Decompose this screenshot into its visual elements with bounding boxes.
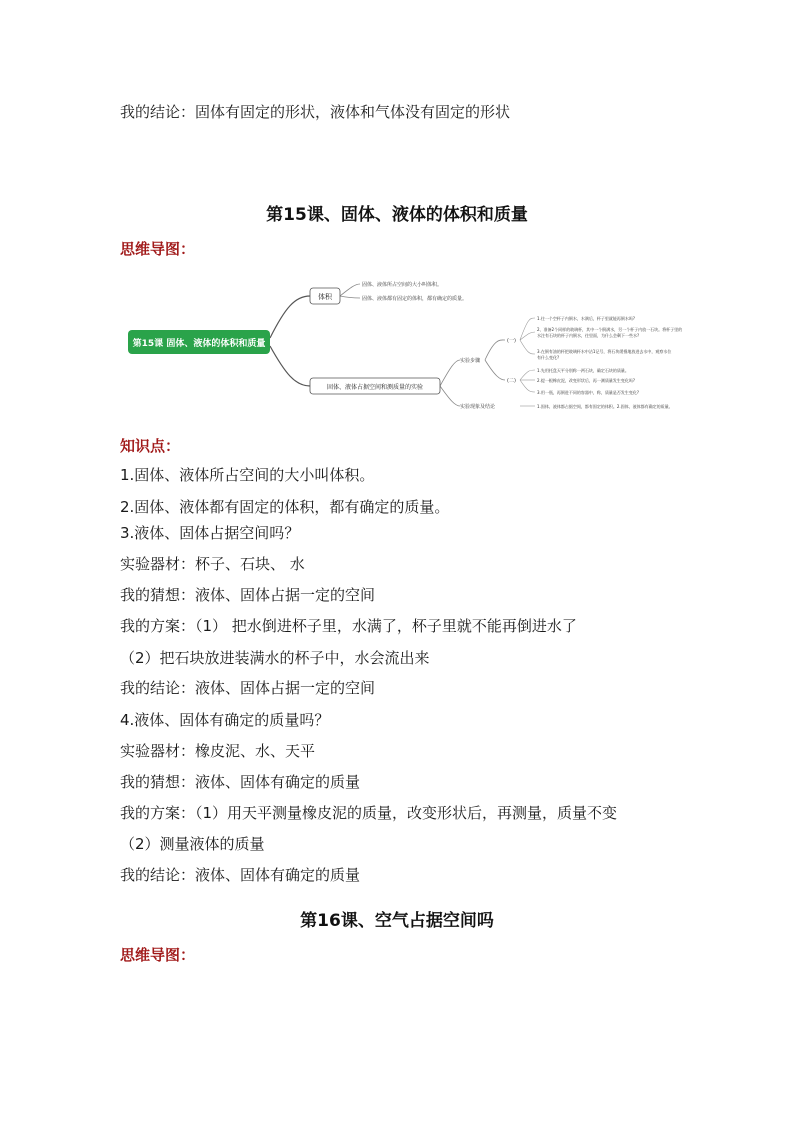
mindmap-leaf: 固体、液体所占空间的大小叫体积。	[362, 282, 443, 288]
mindmap-leaf: 1.先用托盘天平分别称一两石块，确定石块的质量。	[537, 368, 629, 373]
mindmap-leaf: 1.固体、液体都占据空间，都有固定的体积。2.固体、液体都有确定的质量。	[537, 404, 673, 409]
knowledge-point: 实验器材：橡皮泥、水、天平	[120, 742, 316, 760]
lesson16-title: 第16课、空气占据空间吗	[300, 911, 494, 931]
mindmap-group2: (二)	[507, 378, 516, 384]
mindmap-conclusion-label: 实验现象及结论	[460, 404, 496, 410]
mindmap	[110, 268, 710, 418]
lesson15-mindmap-label: 思维导图：	[120, 240, 196, 258]
knowledge-point: （2）把石块放进装满水的杯子中，水会流出来	[120, 649, 430, 667]
mindmap-leaf: 2、准备2个同样的玻璃杯，其中一个倒满水，另一个杯子内放一石块。将杯子里的	[537, 327, 683, 332]
mindmap-leaf: 2.提一根橡皮泥，改变形状后，再一测质量发生变化吗?	[537, 378, 635, 383]
knowledge-point: 我的结论：液体、固体有确定的质量	[120, 866, 361, 884]
knowledge-point: 我的猜想：液体、固体占据一定的空间	[120, 586, 376, 604]
knowledge-point: 我的结论：液体、固体占据一定的空间	[120, 679, 376, 697]
mindmap-leaf: 有什么变化?	[537, 355, 560, 360]
mindmap-exp-label: 实验步骤	[460, 358, 481, 364]
mindmap-branch1: 体积	[318, 293, 332, 301]
knowledge-label: 知识点：	[120, 437, 181, 455]
lesson15-title: 第15课、固体、液体的体积和质量	[266, 205, 528, 225]
lesson16-mindmap-label: 思维导图：	[120, 946, 196, 964]
knowledge-point: 我的方案：（1）用天平测量橡皮泥的质量，改变形状后，再测量，质量不变	[120, 804, 618, 822]
mindmap-root: 第15课 固体、液体的体积和质量	[132, 339, 266, 349]
knowledge-point: 实验器材：杯子、石块、 水	[120, 555, 305, 573]
knowledge-point: （2）测量液体的质量	[120, 835, 265, 853]
mindmap-leaf: 3.在倒有油的杯把玻璃杯水中沾1记号，将石块缓慢地放进去水中，观察水位	[537, 349, 672, 354]
knowledge-point: 我的方案：（1） 把水倒进杯子里，水满了，杯子里就不能再倒进水了	[120, 617, 577, 635]
mindmap-leaf: 水注有石块的杯子内倒水，往里面，为什么会剩下一些水?	[537, 333, 640, 338]
knowledge-point: 1.固体、液体所占空间的大小叫体积。	[120, 466, 375, 484]
knowledge-point: 3.液体、固体占据空间吗？	[120, 524, 300, 542]
mindmap-leaf: 3.用一瓶，再倒进不同的容器中，称，质量是否发生变化?	[537, 390, 639, 395]
knowledge-point: 2.固体、液体都有固定的体积，都有确定的质量。	[120, 498, 450, 516]
mindmap-branch2: 固体、液体占据空间和测质量的实验	[326, 384, 424, 391]
mindmap-group1: (一)	[507, 338, 516, 344]
top-conclusion: 我的结论：固体有固定的形状，液体和气体没有固定的形状	[120, 103, 511, 121]
knowledge-point: 4.液体、固体有确定的质量吗？	[120, 711, 330, 729]
mindmap-leaf: 1.往一个空杯子内倒水，水满后，杯子里就能再倒水吗?	[537, 316, 635, 321]
knowledge-point: 我的猜想：液体、固体有确定的质量	[120, 773, 361, 791]
mindmap-leaf: 固体、液体都有固定的体积，都有确定的质量。	[362, 296, 468, 302]
